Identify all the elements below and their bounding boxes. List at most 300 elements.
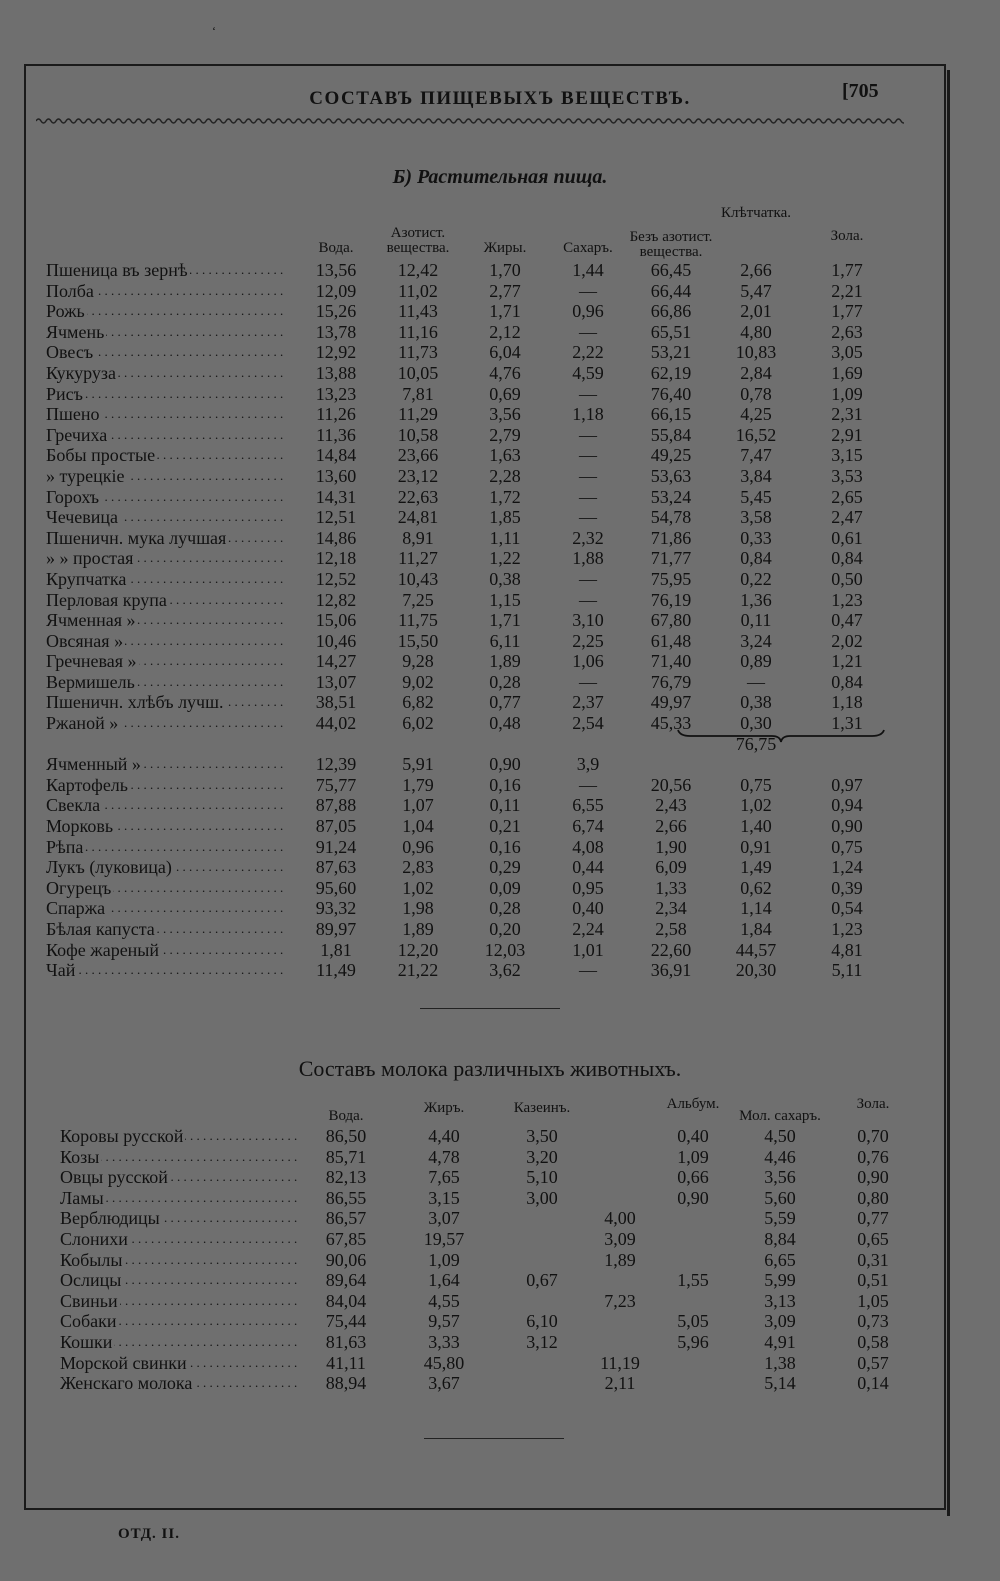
row-label [46, 898, 298, 919]
table-cell: 4,81 [831, 939, 863, 960]
table-cell: 3,9 [576, 754, 600, 775]
row-label-text: Женскаго молока [60, 1373, 193, 1394]
row-label [60, 1353, 300, 1374]
table-cell: 13,60 [315, 465, 357, 486]
table-cell: 0,75 [831, 836, 863, 857]
table-cell: 0,16 [489, 774, 521, 795]
table-row [46, 404, 896, 425]
table-cell: 2,79 [489, 424, 521, 445]
table-cell: 81,63 [325, 1331, 367, 1352]
table-cell: 1,01 [572, 939, 604, 960]
header-blank [60, 1080, 300, 1126]
table-row [46, 754, 896, 775]
table-cell: 62,19 [650, 362, 692, 383]
table-cell: 10,83 [735, 342, 777, 363]
table-cell: 1,77 [831, 301, 863, 322]
table-cell: 3,58 [740, 507, 772, 528]
table-cell: 19,57 [423, 1228, 465, 1249]
table-cell: 1,24 [831, 857, 863, 878]
row-label [46, 445, 298, 466]
table-cell: 20,30 [735, 960, 777, 981]
table-row [60, 1126, 920, 1147]
table-cell: 3,33 [428, 1331, 460, 1352]
table-cell: — [579, 486, 597, 507]
table-cell: 1,89 [489, 651, 521, 672]
table-cell [588, 1147, 652, 1168]
table-cell: 1,49 [740, 857, 772, 878]
table-cell: 2,43 [655, 795, 687, 816]
row-label [60, 1332, 300, 1353]
table-cell [588, 1270, 652, 1291]
table-cell: 2,12 [489, 321, 521, 342]
row-label [60, 1147, 300, 1168]
table-cell: 84,04 [325, 1290, 367, 1311]
row-label-text: Пшеничн. мука лучшая [46, 527, 227, 548]
table-cell: 7,25 [402, 589, 434, 610]
table-cell: 0,97 [831, 774, 863, 795]
table-cell: 6,55 [572, 795, 604, 816]
row-label [46, 713, 298, 734]
table-cell [628, 754, 714, 775]
table-cell: 0,11 [489, 795, 521, 816]
table-cell: 3,09 [764, 1311, 796, 1332]
table-cell: 14,27 [315, 651, 357, 672]
table-row [60, 1229, 920, 1250]
table-row [60, 1188, 920, 1209]
table-cell: 66,44 [650, 280, 692, 301]
table-cell: — [579, 383, 597, 404]
table-row [60, 1270, 920, 1291]
table-cell: 0,96 [572, 301, 604, 322]
table-cell: 13,78 [315, 321, 357, 342]
table-row [46, 795, 896, 816]
table-cell: 4,08 [572, 836, 604, 857]
table-cell: 6,74 [572, 816, 604, 837]
table-cell: 2,25 [572, 630, 604, 651]
table-cell: 1,89 [604, 1249, 636, 1270]
row-label [46, 507, 298, 528]
table-cell: 2,77 [489, 280, 521, 301]
table-cell: 0,57 [857, 1352, 889, 1373]
table-cell: 5,47 [740, 280, 772, 301]
table-cell: 2,21 [831, 280, 863, 301]
row-label-text: Огурецъ [46, 877, 112, 898]
row-label [46, 425, 298, 446]
table-cell: 1,85 [489, 507, 521, 528]
table-cell: 0,78 [740, 383, 772, 404]
table-cell: 1,07 [402, 795, 434, 816]
table-cell: 1,23 [831, 919, 863, 939]
row-label-text: Вермишель [46, 671, 135, 692]
row-label [46, 384, 298, 405]
row-label-text: Горохъ [46, 486, 99, 507]
table-cell: 76,75 [735, 733, 777, 754]
table-cell: 4,40 [428, 1126, 460, 1146]
row-label [60, 1208, 300, 1229]
table-cell: 10,05 [397, 362, 439, 383]
table-cell: 88,94 [325, 1373, 367, 1394]
table-cell: 2,11 [604, 1373, 636, 1394]
table-cell [714, 754, 798, 775]
row-label [46, 857, 298, 878]
row-label [46, 569, 298, 590]
table-cell: 85,71 [325, 1146, 367, 1167]
table-cell: 0,95 [572, 877, 604, 898]
row-label-text: Верблюдицы [60, 1208, 160, 1229]
table-cell: 10,58 [397, 424, 439, 445]
table-cell: 3,13 [764, 1290, 796, 1311]
table-cell: 1,09 [677, 1146, 709, 1167]
row-label-text: Ячмень [46, 321, 105, 342]
table-cell: 5,60 [764, 1187, 796, 1208]
table-cell: 4,76 [489, 362, 521, 383]
table-cell: 0,44 [572, 857, 604, 878]
table-row [46, 919, 896, 940]
table-cell: — [579, 774, 597, 795]
table-cell: 10,46 [315, 630, 357, 651]
row-label [46, 404, 298, 425]
table-row [46, 610, 896, 631]
row-label [46, 754, 298, 775]
table-cell: 3,15 [831, 445, 863, 466]
table-cell: 24,81 [397, 507, 439, 528]
table-cell: 45,33 [650, 713, 692, 734]
table-cell: 23,12 [397, 465, 439, 486]
table-cell: 55,84 [650, 424, 692, 445]
table-cell: 0,30 [740, 713, 772, 734]
row-label [46, 734, 298, 755]
row-label-text: Пшено [46, 404, 100, 425]
table-row [60, 1167, 920, 1188]
table-cell [496, 1208, 588, 1229]
table-cell: 13,88 [315, 362, 357, 383]
table-cell: — [747, 671, 765, 692]
table-cell: 1,04 [402, 816, 434, 837]
row-label-text: Свиньи [60, 1290, 118, 1311]
table-cell: 0,91 [740, 836, 772, 857]
table-cell: 11,29 [398, 404, 438, 425]
row-label-text: Бобы простые [46, 445, 156, 466]
table-cell: 6,10 [526, 1311, 558, 1332]
table-cell [496, 1229, 588, 1250]
table-row [46, 816, 896, 837]
table-cell: 71,86 [650, 527, 692, 548]
table-cell: 36,91 [650, 960, 692, 981]
row-label [46, 940, 298, 961]
table-cell: 12,39 [315, 754, 357, 775]
table-row [46, 363, 896, 384]
table-cell: 3,09 [604, 1228, 636, 1249]
table-cell [496, 1353, 588, 1374]
row-label-text: Овсяная » [46, 630, 124, 651]
col-header: Казеинъ. [513, 1100, 571, 1116]
table-cell: 11,49 [316, 960, 356, 981]
table-cell: 0,11 [740, 610, 772, 631]
table-cell: 11,26 [316, 404, 356, 425]
row-label [46, 281, 298, 302]
row-label-text: Чай [46, 960, 76, 981]
table-cell: 21,22 [397, 960, 439, 981]
table-cell: 3,05 [831, 342, 863, 363]
table-cell: 65,51 [650, 321, 692, 342]
table-row [46, 775, 896, 796]
table-cell: 0,61 [831, 527, 863, 548]
table-cell [298, 734, 374, 755]
table-cell: 12,18 [315, 548, 357, 569]
table-cell: 0,28 [489, 671, 521, 692]
table-row [60, 1147, 920, 1168]
divider-line [420, 1008, 560, 1009]
table-cell: 1,02 [402, 877, 434, 898]
col-header: Азотист. вещества. [386, 225, 450, 256]
section-title-milk: Составъ молока различныхъ животныхъ. [298, 1056, 682, 1081]
row-label-text: Коровы русской [60, 1126, 184, 1146]
table-cell: 76,40 [650, 383, 692, 404]
table-cell: 0,66 [677, 1167, 709, 1188]
col-header: Мол. сахаръ. [739, 1108, 821, 1124]
row-label [46, 837, 298, 858]
table-cell: 1,44 [572, 260, 604, 280]
table-cell: 75,44 [325, 1311, 367, 1332]
table-row [60, 1311, 920, 1332]
milk-table-header [60, 1080, 920, 1126]
table-cell: 2,22 [572, 342, 604, 363]
table-cell: 0,84 [831, 671, 863, 692]
table-cell: — [579, 671, 597, 692]
row-label-text: Ячменный » [46, 754, 141, 775]
table-cell: 2,47 [831, 507, 863, 528]
row-label [46, 651, 298, 672]
table-cell: 2,28 [489, 465, 521, 486]
table-row [46, 651, 896, 672]
col-header: Жиръ. [423, 1100, 465, 1116]
row-label-text: Собаки [60, 1311, 117, 1332]
table-row [60, 1332, 920, 1353]
table-cell [798, 754, 896, 775]
table-row [46, 672, 896, 693]
table-cell: 71,77 [650, 548, 692, 569]
row-label-text: » » простая [46, 548, 134, 569]
table-cell [588, 1188, 652, 1209]
table-cell: 1,05 [857, 1290, 889, 1311]
table-cell: 75,95 [650, 568, 692, 589]
table-cell: 1,71 [489, 301, 521, 322]
table-cell: 54,78 [650, 507, 692, 528]
table-row [46, 960, 896, 981]
row-label [46, 610, 298, 631]
table-cell: 82,13 [325, 1167, 367, 1188]
table-cell: 1,11 [489, 527, 521, 548]
table-cell: 14,31 [315, 486, 357, 507]
table-cell: 49,97 [650, 692, 692, 713]
table-cell: 0,75 [740, 774, 772, 795]
table-cell: 0,90 [677, 1187, 709, 1208]
wavy-divider [36, 114, 904, 128]
table-row [60, 1291, 920, 1312]
table-cell: 4,80 [740, 321, 772, 342]
table-cell: 0,40 [572, 898, 604, 919]
table-cell: 0,84 [831, 548, 863, 569]
table-cell: 1,72 [489, 486, 521, 507]
row-label-text: Кофе жареный [46, 939, 160, 960]
table-cell: 95,60 [315, 877, 357, 898]
table-cell: 0,48 [489, 713, 521, 734]
table-cell: 5,11 [831, 960, 863, 981]
table-cell: 2,65 [831, 486, 863, 507]
row-label [46, 322, 298, 343]
table-cell: 2,31 [831, 404, 863, 425]
table-cell: 3,10 [572, 610, 604, 631]
table-cell: 2,58 [655, 919, 687, 939]
col-header: Клѣтчатка. [720, 205, 792, 221]
table-cell: 0,38 [489, 568, 521, 589]
table-cell: 4,25 [740, 404, 772, 425]
table-row [46, 301, 896, 322]
table-cell: 3,24 [740, 630, 772, 651]
table-row [46, 507, 896, 528]
table-cell: 11,27 [398, 548, 438, 569]
table-cell: 5,10 [526, 1167, 558, 1188]
table-cell: 1,69 [831, 362, 863, 383]
table-cell: 7,23 [604, 1290, 636, 1311]
table-cell: 44,02 [315, 713, 357, 734]
table-cell: 13,07 [315, 671, 357, 692]
table-row [46, 384, 896, 405]
table-cell: 0,67 [526, 1270, 558, 1291]
table-cell: 5,14 [764, 1373, 796, 1394]
table-cell: 3,56 [764, 1167, 796, 1188]
table-cell: — [579, 445, 597, 466]
table-cell: 5,99 [764, 1270, 796, 1291]
row-label [60, 1188, 300, 1209]
table-cell: 4,50 [764, 1126, 796, 1146]
row-label-text: Кукуруза [46, 362, 117, 383]
table-row [46, 837, 896, 858]
table-cell: 0,39 [831, 877, 863, 898]
table-cell: 86,57 [325, 1208, 367, 1229]
table-cell: 5,96 [677, 1331, 709, 1352]
table-cell: 0,89 [740, 651, 772, 672]
table-cell: 4,00 [604, 1208, 636, 1229]
table-cell: 0,50 [831, 568, 863, 589]
table-cell: 6,82 [402, 692, 434, 713]
row-label-text: Овцы русской [60, 1167, 168, 1188]
table-cell: 1,81 [320, 939, 352, 960]
table-cell [588, 1167, 652, 1188]
row-label [46, 487, 298, 508]
table-cell: 0,22 [740, 568, 772, 589]
table-cell: 1,38 [764, 1352, 796, 1373]
table-cell [652, 1291, 734, 1312]
table-row [46, 322, 896, 343]
table-cell: 7,81 [402, 383, 434, 404]
table-cell: 4,55 [428, 1290, 460, 1311]
table-cell: 0,69 [489, 383, 521, 404]
table-cell [652, 1250, 734, 1271]
row-label [46, 260, 298, 281]
table-cell: 1,90 [655, 836, 687, 857]
row-label-text: Чечевица [46, 507, 119, 528]
table-cell: 3,56 [489, 404, 521, 425]
table-cell: 0,73 [857, 1311, 889, 1332]
row-label [46, 775, 298, 796]
table-cell: 3,12 [526, 1331, 558, 1352]
table-cell: 4,59 [572, 362, 604, 383]
table-cell: 86,55 [325, 1187, 367, 1208]
table-cell: 11,36 [316, 424, 356, 445]
table-cell: 2,66 [655, 816, 687, 837]
table-cell: 3,50 [526, 1126, 558, 1146]
table-cell: 67,80 [650, 610, 692, 631]
table-cell: 76,79 [650, 671, 692, 692]
table-cell [374, 734, 462, 755]
table-cell: 89,97 [315, 919, 357, 939]
row-label-text [46, 734, 48, 754]
row-label [46, 548, 298, 569]
table-cell [588, 1311, 652, 1332]
row-label [46, 363, 298, 384]
table-cell: 53,63 [650, 465, 692, 486]
table-cell: 1,98 [402, 898, 434, 919]
table-cell: 2,01 [740, 301, 772, 322]
table-cell: 4,78 [428, 1146, 460, 1167]
table-cell [652, 1373, 734, 1394]
table-row [46, 569, 896, 590]
table-cell: 11,73 [398, 342, 438, 363]
table-cell: 1,15 [489, 589, 521, 610]
table-cell [462, 734, 548, 755]
table-row [46, 260, 896, 281]
table-cell [496, 1250, 588, 1271]
table-row [46, 878, 896, 899]
header-blank [46, 200, 298, 260]
row-label-text: Перловая крупа [46, 589, 167, 610]
table-cell: 12,82 [315, 589, 357, 610]
row-label [60, 1250, 300, 1271]
table-cell: 3,00 [526, 1187, 558, 1208]
row-label [46, 795, 298, 816]
table-row [60, 1353, 920, 1374]
table-cell: 0,77 [857, 1208, 889, 1229]
table-cell: 1,09 [831, 383, 863, 404]
row-label-text: Полба [46, 280, 94, 301]
table-cell: 11,43 [398, 301, 438, 322]
table-cell: 15,06 [315, 610, 357, 631]
table-cell: 1,06 [572, 651, 604, 672]
table-cell: 4,46 [764, 1146, 796, 1167]
table-row [60, 1208, 920, 1229]
table-cell: 86,50 [325, 1126, 367, 1146]
table-cell: 0,28 [489, 898, 521, 919]
row-label [60, 1270, 300, 1291]
table-cell: 67,85 [325, 1228, 367, 1249]
table-cell: 22,63 [397, 486, 439, 507]
table-cell: 87,05 [315, 816, 357, 837]
table-cell: 0,51 [857, 1270, 889, 1291]
row-label-text: Кошки [60, 1331, 113, 1352]
table-cell: 75,77 [315, 774, 357, 795]
table-cell: 0,20 [489, 919, 521, 939]
table-cell: 9,02 [402, 671, 434, 692]
table-cell: 1,64 [428, 1270, 460, 1291]
row-label [60, 1311, 300, 1332]
table-cell: 0,58 [857, 1331, 889, 1352]
table-cell: 3,62 [489, 960, 521, 981]
table-row [46, 590, 896, 611]
table-cell: 3,07 [428, 1208, 460, 1229]
row-label-text: Пшеница въ зернѣ [46, 260, 188, 280]
table-cell: 0,31 [857, 1249, 889, 1270]
